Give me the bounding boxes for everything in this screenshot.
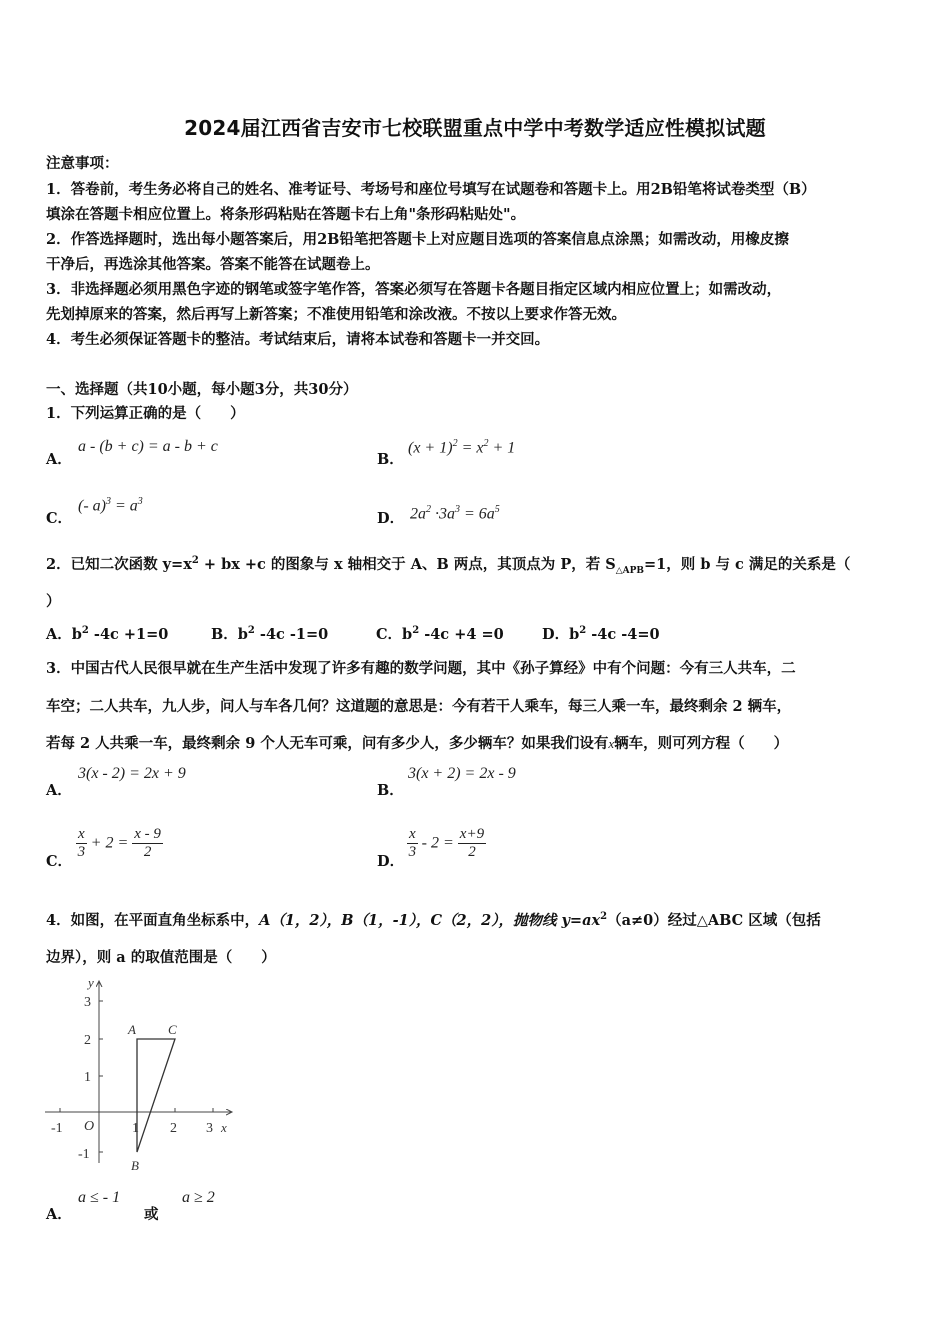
y-tick-label: 2 [84, 1033, 91, 1048]
q3-option-b-label: B． [377, 782, 404, 799]
q4-option-a-expr-1: a ≤ - 1 [78, 1189, 121, 1206]
q1-option-a-expr: a - (b + c) = a - b + c [78, 438, 218, 455]
q2-stem-end: ） [46, 593, 61, 610]
q3-line-1: 3．中国古代人民很早就在生产生活中发现了许多有趣的数学问题，其中《孙子算经》中有个问题：今有三人共车，二 [46, 660, 796, 677]
q4-option-a-or: 或 [144, 1206, 159, 1223]
q1-option-c-label: C． [46, 510, 73, 527]
q4-option-a-expr-2: a ≥ 2 [182, 1189, 215, 1206]
q3-line-2: 车空；二人共车，九人步，问人与车各几何？这道题的意思是：今有若干人乘车，每三人乘一车，最终剩余 2 辆车， [46, 698, 792, 715]
q1-option-b-label: B． [377, 451, 404, 468]
q1-option-b-expr: $(x + 1)^2 = x^2 + 1$ [408, 438, 516, 457]
point-a-label: A [128, 1022, 136, 1037]
x-tick-label: 3 [206, 1121, 213, 1136]
notice-line-3: 2．作答选择题时，选出每小题答案后，用2B铅笔把答题卡上对应题目选项的答案信息点涂黑；如需改动，用橡皮擦 [46, 231, 789, 248]
q1-option-d-expr: $2a^2 \cdot 3a^3 = 6a^5$ [410, 504, 500, 523]
q2-stem: 2．已知二次函数 $y=x^2$ + bx +c 的图象与 x 轴相交于 A、B 两点，其顶点为 P，若 $S_{\triangle APB}=1$，则 b 与 c 满足的关系是（ [46, 555, 851, 576]
q4-option-a-label: A． [46, 1206, 72, 1223]
q4-line-2: 边界），则 a 的取值范围是（ ） [46, 949, 276, 966]
page-title: 2024届江西省吉安市七校联盟重点中学中考数学适应性模拟试题 [184, 116, 766, 140]
x-tick-label: -1 [51, 1121, 63, 1136]
q3-option-c-label: C． [46, 853, 73, 870]
q2-option-b: B．$b^2$ -4c -1=0 [211, 625, 329, 643]
q3-line-3: 若每 2 人共乘一车，最终剩余 9 个人无车可乘，问有多少人，多少辆车？如果我们设有x辆车，则可列方程（ ） [46, 735, 789, 752]
y-axis-label: y [88, 975, 94, 990]
q3-option-a-label: A． [46, 782, 72, 799]
x-tick-label: 2 [170, 1121, 177, 1136]
y-tick-label: 3 [84, 995, 91, 1010]
section-heading: 一、选择题（共10小题，每小题3分，共30分） [46, 381, 358, 398]
notice-line-4: 干净后，再选涂其他答案。答案不能答在试题卷上。 [46, 256, 380, 273]
q2-option-c: C．$b^2$ -4c +4 =0 [376, 625, 504, 643]
q4-coordinate-graph [40, 975, 240, 1175]
q1-option-c-expr: (- $a)^3 = a^3$ [78, 496, 143, 515]
q2-option-d: D．$b^2$ -4c -4=0 [542, 625, 660, 643]
q1-option-d-label: D． [377, 510, 405, 527]
x-axis-label: x [221, 1120, 227, 1135]
notice-heading: 注意事项： [46, 155, 119, 172]
q1-option-a-label: A． [46, 451, 72, 468]
notice-line-5: 3．非选择题必须用黑色字迹的钢笔或签字笔作答，答案必须写在答题卡各题目指定区域内相应位置上；如需改动， [46, 281, 782, 298]
notice-line-6: 先划掉原来的答案，然后再写上新答案；不准使用铅笔和涂改液。不按以上要求作答无效。 [46, 306, 626, 323]
q2-option-a: A．$b^2$ -4c +1=0 [46, 625, 169, 643]
notice-line-1: 1．答卷前，考生务必将自己的姓名、准考证号、考场号和座位号填写在试题卷和答题卡上。用2B铅笔将试卷类型（B） [46, 181, 816, 198]
notice-line-7: 4．考生必须保证答题卡的整洁。考试结束后，请将本试卷和答题卡一并交回。 [46, 331, 550, 348]
q3-option-b-expr: 3(x + 2) = 2x - 9 [408, 765, 516, 782]
q3-option-d-label: D． [377, 853, 405, 870]
q4-line-1: 4．如图，在平面直角坐标系中，A（1，2），B（1，-1），C（2，2），抛物线 $y=ax^2(a\ne 0)$经过△ABC 区域（包括 [46, 911, 821, 929]
y-tick-label: 1 [84, 1070, 91, 1085]
q3-option-c-expr: $\frac{x}{3}$ + 2 = $\frac{x - 9}{2}$ [77, 826, 161, 860]
q1-stem: 1．下列运算正确的是（ ） [46, 405, 245, 422]
q3-option-a-expr: 3(x - 2) = 2x + 9 [78, 765, 186, 782]
origin-label: O [84, 1119, 95, 1134]
point-b-label: B [131, 1158, 139, 1173]
y-tick-label: -1 [78, 1147, 90, 1162]
notice-line-2: 填涂在答题卡相应位置上。将条形码粘贴在答题卡右上角"条形码粘贴处"。 [46, 206, 526, 223]
point-c-label: C [168, 1022, 177, 1037]
q3-option-d-expr: $\frac{x}{3}$ - 2 = $\frac{x+9}{2}$ [408, 826, 485, 860]
x-tick-label: 1 [132, 1121, 139, 1136]
